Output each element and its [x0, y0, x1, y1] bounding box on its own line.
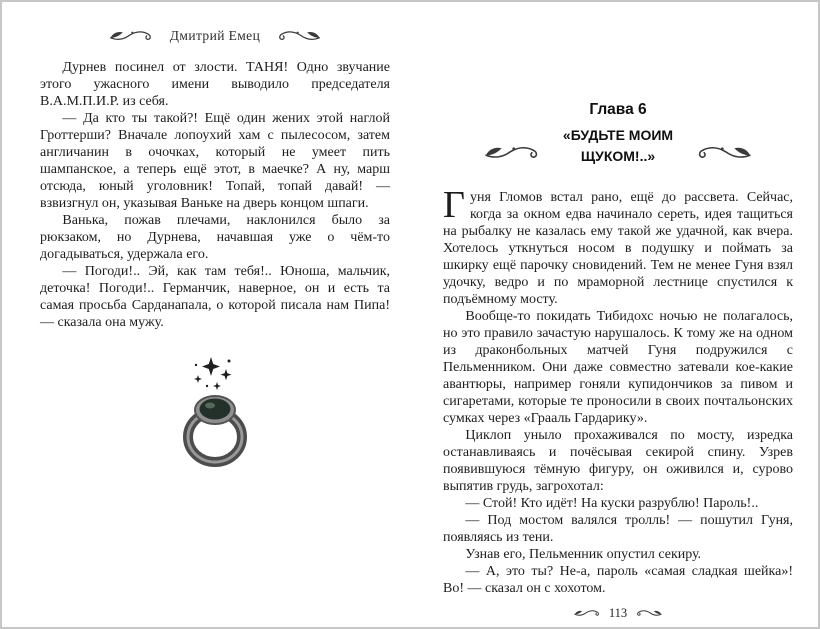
chapter-number: Глава 6: [589, 101, 647, 118]
flourish-left-icon: [108, 29, 154, 44]
chapter-heading: [443, 101, 793, 167]
paragraph-text: уня Гломов встал рано, ещё до рассвета. Сейчас, когда за окном едва начинало сереть, идея тащиться на рыбалку не казалась ему такой же удачной, как вчера. Хотелось уткнуться носом в подушку и поймать за шкирку ещё парочку сновидений. Тем не менее Гуня взял удочку, ведро и по мраморной лестнице спустился к подъёмному мосту.: [443, 190, 793, 307]
paragraph: — Погоди!.. Эй, как там тебя!.. Юноша, мальчик, деточка! Погоди!.. Германчик, наверное, он и есть та самая просьба Сарданапала, о которой писала нам Пипа! — сказала она мужу.: [40, 264, 390, 330]
flourish-right-icon: [636, 609, 662, 618]
flourish-left-icon: [574, 609, 600, 618]
paragraph: [443, 184, 793, 308]
chapter-title: «БУДЬТЕ МОИМ ЩУКОМ!..»: [562, 127, 674, 164]
paragraph: — Под мостом валялся тролль! — пошутил Гуня, появляясь из тени.: [443, 513, 793, 545]
flourish-left-icon: [484, 144, 540, 163]
left-page: [40, 28, 390, 476]
running-header-title: Дмитрий Емец: [169, 28, 261, 43]
flourish-right-icon: [276, 29, 322, 44]
right-page: [443, 101, 793, 597]
drop-cap: Г: [443, 184, 465, 226]
page-number-row: [443, 606, 793, 621]
left-page-text: [40, 59, 390, 331]
paragraph: Ванька, пожав плечами, наклонился было за рюкзаком, но Дурнева, начавшая уже о чём-то догадываться, удержала его.: [40, 213, 390, 262]
magic-ring-sparkles-icon: [167, 353, 263, 471]
page-number: 113: [608, 606, 628, 620]
ring-illustration: [40, 353, 390, 476]
right-page-text: [443, 184, 793, 597]
flourish-right-icon: [696, 144, 752, 163]
chapter-title-block: [552, 101, 684, 167]
paragraph: Дурнев посинел от злости. ТАНЯ! Одно звучание этого ужасного имени выводило председателя В.А.М.П.И.Р. из себя.: [40, 60, 390, 109]
paragraph: Вообще-то покидать Тибидохс ночью не полагалось, но это правило зачастую нарушалось. К тому же на одном из драконбольных матчей Гуня подружился с Пельменником. Они даже совместно затевали кое-какие авантюры, например гоняли купидончиков за пивом и сигаретами, которые те проносили в своих почтальонских сумках через «Грааль Гардарику».: [443, 309, 793, 426]
paragraph: Циклоп уныло прохаживался по мосту, изредка останавливаясь и почёсывая секирой спину. Узрев появившуюся тёмную фигуру, он оживился и, сурово выпятив грудь, загрохотал:: [443, 428, 793, 494]
paragraph: — Стой! Кто идёт! На куски разрублю! Пароль!..: [465, 496, 759, 511]
paragraph: — А, это ты? Не-а, пароль «самая сладкая шейка»! Во! — сказал он с хохотом.: [443, 564, 793, 596]
paragraph: Узнав его, Пельменник опустил секиру.: [465, 547, 702, 562]
running-header: [40, 28, 390, 44]
paragraph: — Да кто ты такой?! Ещё один жених этой наглой Гроттерши? Вначале лопоухий хам с пылесосом, затем англичанин в очочках, который не умеет пить шампанское, а теперь ещё этот, в маечке? А ну, марш отсюда, юный уголовник! Топай, топай давай! — взвизгнул он, указывая Ваньке на дверь концом шпаги.: [40, 111, 390, 211]
